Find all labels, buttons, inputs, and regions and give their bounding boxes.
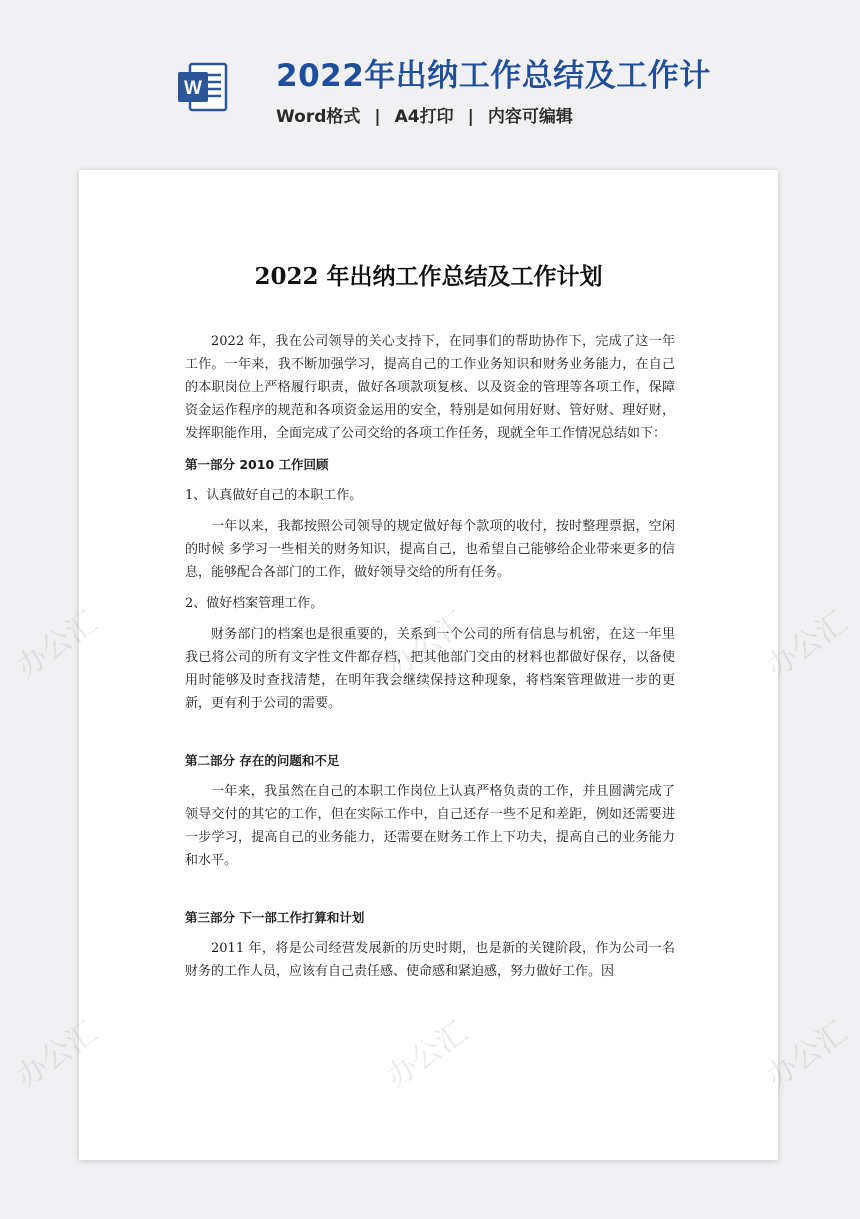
- section-heading-3: 第三部分 下一部工作打算和计划: [185, 910, 365, 925]
- meta-editable: 内容可编辑: [487, 107, 573, 127]
- page-header: [0, 0, 860, 160]
- section-heading-1: 第一部分 2010 工作回顾: [185, 457, 329, 472]
- document-page: [79, 170, 778, 1160]
- word-icon-letter: W: [184, 78, 202, 99]
- intro-paragraph: 2022 年，我在公司领导的关心支持下，在同事们的帮助协作下，完成了这一年工作。一年来，我不断加强学习，提高自己的工作业务知识和财务业务能力，在自己的本职岗位上严格履行职责，做好各项款项复核、以及资金的管理等各项工作，保障资金运作程序的规范和各项资金运用的安全，特别是如何用好财、管好财、理好财，发挥职能作用，全面完成了公司交给的各项工作任务，现就全年工作情况总结如下：: [185, 334, 675, 441]
- meta-separator: |: [374, 107, 381, 127]
- watermark: 办公汇: [760, 1014, 854, 1096]
- document-title: 2022 年出纳工作总结及工作计划: [254, 263, 603, 290]
- header-title: 2022年出纳工作总结及工作计: [276, 58, 711, 94]
- item-1-paragraph: 一年以来，我都按照公司领导的规定做好每个款项的收付，按时整理票据，空闲的时候 多学习一些相关的财务知识，提高自己，也希望自己能够给企业带来更多的信息，能够配合各部门的工作，做好领导交给的所有任务。: [185, 519, 675, 580]
- meta-separator: |: [467, 107, 474, 127]
- item-2-paragraph: 财务部门的档案也是很重要的，关系到一个公司的所有信息与机密，在这一年里我已将公司的所有文字性文件都存档，把其他部门交由的材料也都做好保存，以备使用时能够及时查找清楚，在明年我会继续保持这种现象，将档案管理做进一步的更新，更有利于公司的需要。: [185, 627, 675, 711]
- section-2-paragraph: 一年来，我虽然在自己的本职工作岗位上认真严格负责的工作，并且圆满完成了领导交付的其它的工作，但在实际工作中，自己还存一些不足和差距，例如还需要进一步学习，提高自己的业务能力，还需要在财务工作上下功夫，提高自己的业务能力和水平。: [185, 784, 675, 868]
- word-doc-icon: [176, 60, 230, 114]
- header-meta: [276, 102, 573, 127]
- item-1-title: 1、认真做好自己的本职工作。: [185, 488, 363, 503]
- meta-print: A4打印: [394, 107, 454, 127]
- watermark: 办公汇: [10, 1014, 104, 1096]
- document-body: [185, 330, 675, 991]
- section-3-paragraph: 2011 年，将是公司经营发展新的历史时期，也是新的关键阶段，作为公司一名财务的工作人员，应该有自己责任感、使命感和紧迫感，努力做好工作。因: [185, 941, 675, 979]
- section-heading-2: 第二部分 存在的问题和不足: [185, 753, 340, 768]
- meta-format: Word格式: [276, 107, 361, 127]
- watermark: 办公汇: [760, 604, 854, 686]
- watermark: 办公汇: [10, 604, 104, 686]
- item-2-title: 2、做好档案管理工作。: [185, 596, 324, 611]
